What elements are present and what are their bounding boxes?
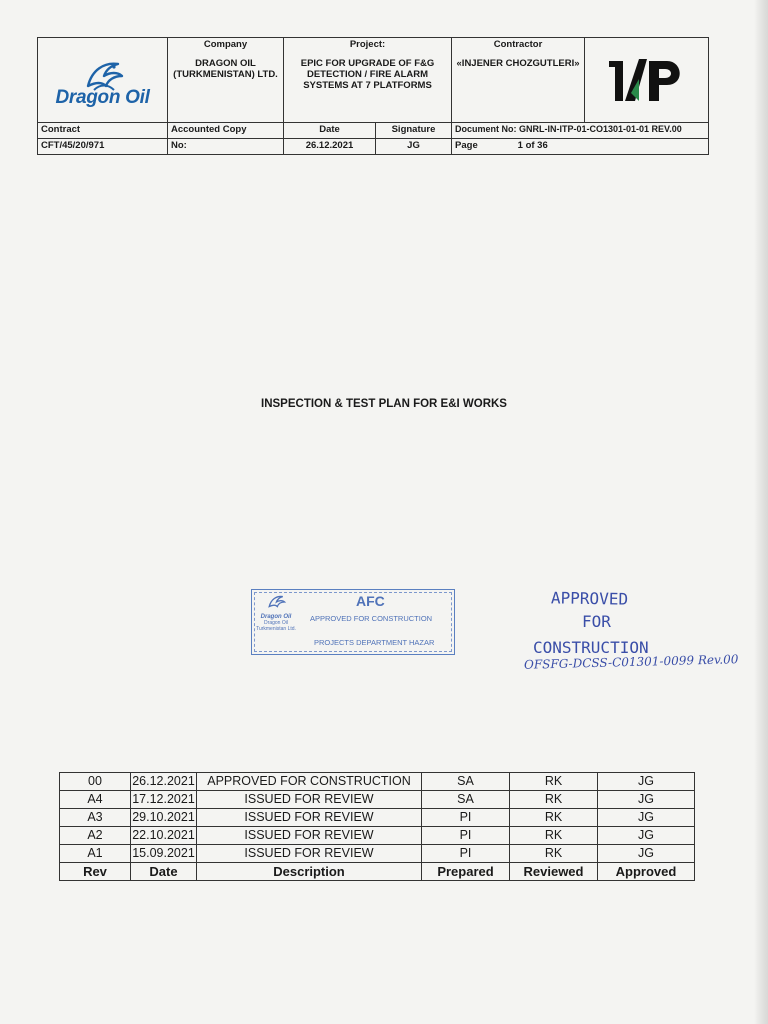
project-name: EPIC FOR UPGRADE OF F&G DETECTION / FIRE ALARM SYSTEMS AT 7 PLATFORMS	[300, 58, 435, 91]
contractor-label: Contractor	[493, 39, 543, 50]
contract-number: CFT/45/20/971	[38, 139, 168, 155]
contractor-name: «INJENER CHOZGUTLERI»	[456, 58, 580, 69]
prepared-header: Prepared	[422, 863, 510, 881]
revision-row	[60, 809, 695, 827]
contractor-cell	[452, 38, 585, 123]
dragon-oil-logo	[41, 39, 164, 119]
prepared-cell: SA	[422, 773, 510, 791]
handwritten-for: FOR	[582, 612, 611, 631]
company-label: Company	[203, 39, 248, 50]
afc-stamp	[251, 589, 455, 655]
description-cell: ISSUED FOR REVIEW	[197, 827, 422, 845]
date-cell: 15.09.2021	[131, 845, 197, 863]
prepared-cell: PI	[422, 845, 510, 863]
document-header-table	[37, 37, 709, 155]
afc-stamp-title: AFC	[356, 593, 385, 609]
description-cell: ISSUED FOR REVIEW	[197, 791, 422, 809]
accounted-copy-label: Accounted Copy	[168, 123, 284, 139]
approved-header: Approved	[598, 863, 695, 881]
revision-row	[60, 827, 695, 845]
approved-cell: JG	[598, 773, 695, 791]
date-cell: 17.12.2021	[131, 791, 197, 809]
revision-header-row	[60, 863, 695, 881]
signature-value: JG	[376, 139, 452, 155]
afc-stamp-logo-subtext: Dragon Oil Turkmenistan Ltd.	[256, 620, 296, 632]
afc-stamp-logo	[256, 593, 296, 632]
date-cell: 26.12.2021	[131, 773, 197, 791]
contractor-logo	[588, 39, 705, 119]
rev-cell: A3	[60, 809, 131, 827]
project-label: Project:	[349, 39, 386, 50]
document-number: Document No: GNRL-IN-ITP-01-CO1301-01-01 REV.00	[452, 123, 709, 139]
page-label: Page	[455, 140, 478, 151]
description-cell: APPROVED FOR CONSTRUCTION	[197, 773, 422, 791]
contract-label: Contract	[38, 123, 168, 139]
prepared-cell: SA	[422, 791, 510, 809]
date-label: Date	[284, 123, 376, 139]
contractor-logo-cell	[585, 38, 709, 123]
handwritten-reference: OFSFG-DCSS-C01301-0099 Rev.00	[523, 652, 739, 672]
revision-table	[59, 772, 695, 881]
date-header: Date	[131, 863, 197, 881]
description-cell: ISSUED FOR REVIEW	[197, 809, 422, 827]
afc-stamp-department: PROJECTS DEPARTMENT HAZAR	[314, 638, 435, 647]
description-header: Description	[197, 863, 422, 881]
project-cell	[284, 38, 452, 123]
company-logo-cell	[38, 38, 168, 123]
rev-cell: A2	[60, 827, 131, 845]
revision-row	[60, 791, 695, 809]
rev-cell: A4	[60, 791, 131, 809]
reviewed-cell: RK	[510, 791, 598, 809]
date-cell: 22.10.2021	[131, 827, 197, 845]
company-cell	[168, 38, 284, 123]
approved-cell: JG	[598, 809, 695, 827]
dragon-oil-logo-text: Dragon Oil	[55, 86, 150, 108]
no-label: No:	[168, 139, 284, 155]
date-value: 26.12.2021	[284, 139, 376, 155]
revision-row	[60, 845, 695, 863]
afc-stamp-subtitle: APPROVED FOR CONSTRUCTION	[310, 614, 433, 623]
afc-stamp-logo-text: Dragon Oil	[260, 614, 292, 620]
ihp-logo-icon	[605, 51, 689, 107]
approved-cell: JG	[598, 791, 695, 809]
document-title: INSPECTION & TEST PLAN FOR E&I WORKS	[261, 398, 507, 410]
prepared-cell: PI	[422, 827, 510, 845]
reviewed-cell: RK	[510, 809, 598, 827]
revision-row	[60, 773, 695, 791]
rev-header: Rev	[60, 863, 131, 881]
page-count: 1 of 36	[517, 140, 548, 151]
rev-cell: 00	[60, 773, 131, 791]
page-cell	[452, 139, 709, 155]
page-edge-shadow	[754, 0, 768, 1024]
date-cell: 29.10.2021	[131, 809, 197, 827]
approved-cell: JG	[598, 827, 695, 845]
handwritten-construction: CONSTRUCTION	[533, 638, 649, 657]
handwritten-approved: APPROVED	[550, 588, 629, 609]
description-cell: ISSUED FOR REVIEW	[197, 845, 422, 863]
reviewed-cell: RK	[510, 773, 598, 791]
company-name: DRAGON OIL (TURKMENISTAN) LTD.	[173, 58, 278, 80]
prepared-cell: PI	[422, 809, 510, 827]
rev-cell: A1	[60, 845, 131, 863]
approved-cell: JG	[598, 845, 695, 863]
reviewed-header: Reviewed	[510, 863, 598, 881]
reviewed-cell: RK	[510, 845, 598, 863]
signature-label: Signature	[376, 123, 452, 139]
reviewed-cell: RK	[510, 827, 598, 845]
dragon-icon	[265, 593, 287, 611]
